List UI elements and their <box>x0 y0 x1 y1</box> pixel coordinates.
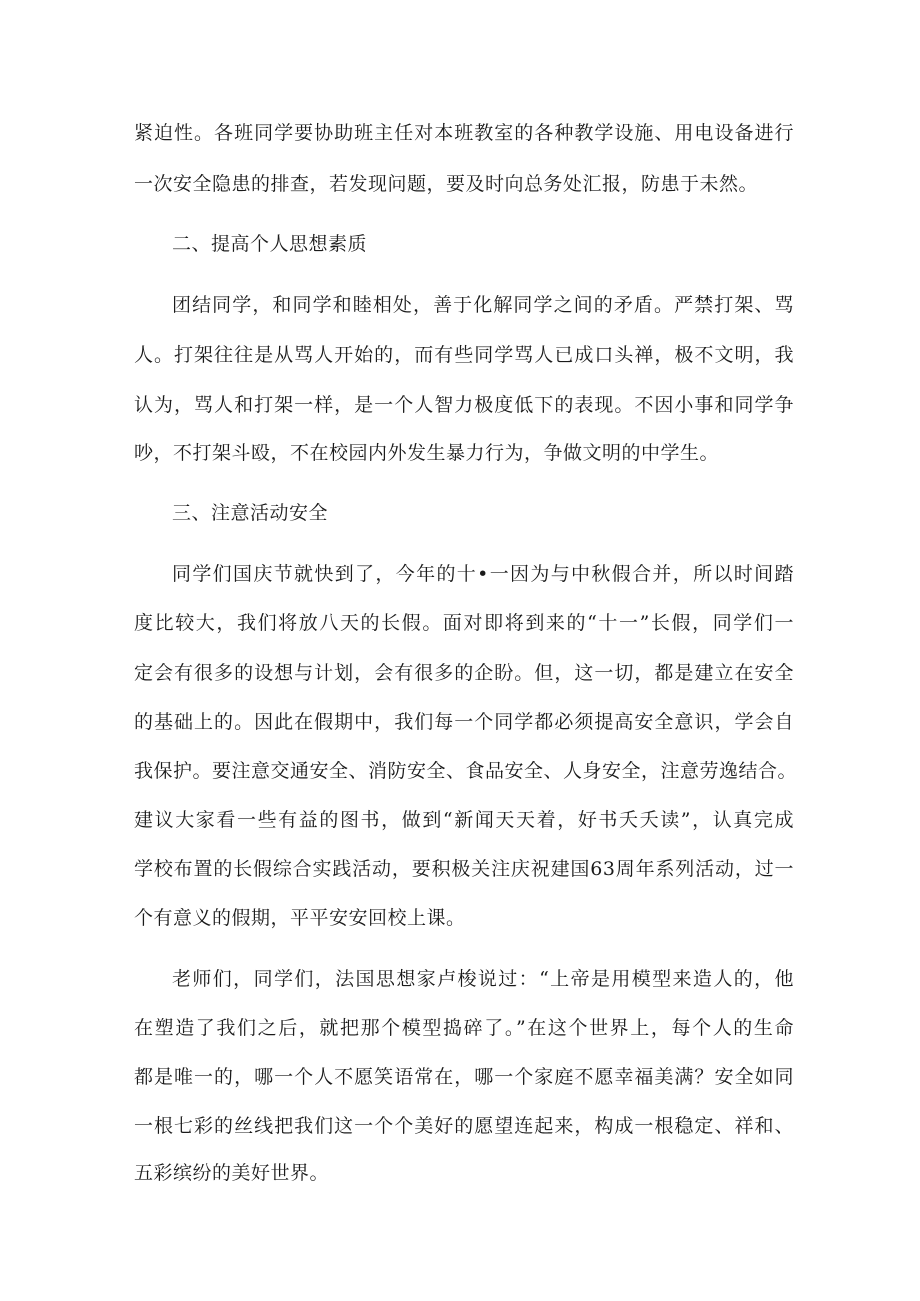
paragraph-3-line-1: 同学们国庆节就快到了，今年的十•一因为与中秋假合并，所以时间踏 <box>172 563 794 585</box>
paragraph-4-line-5: 五彩缤纷的美好世界。 <box>134 1162 330 1184</box>
paragraph-1-line-1: 紧迫性。各班同学要协助班主任对本班教室的各种教学设施、用电设备进行 <box>134 122 794 144</box>
paragraph-2-line-3: 认为，骂人和打架一样，是一个人智力极度低下的表现。不因小事和同学争 <box>134 394 794 416</box>
paragraph-3-line-4: 的基础上的。因此在假期中，我们每一个同学都必须提高安全意识，学会自 <box>134 711 794 733</box>
paragraph-4-line-1: 老师们，同学们，法国思想家卢梭说过：“上帝是用模型来造人的，他 <box>172 968 794 990</box>
paragraph-3-line-6: 建议大家看一些有益的图书，做到“新闻天天着，好书夭夭读”，认真完成 <box>134 809 794 831</box>
paragraph-4-line-3: 都是唯一的，哪一个人不愿笑语常在，哪一个家庭不愿幸福美满？安全如同 <box>134 1066 794 1088</box>
paragraph-3-line-3: 定会有很多的设想与计划，会有很多的企盼。但，这一切，都是建立在安全 <box>134 662 794 684</box>
paragraph-3-line-7: 学校布置的长假综合实践活动，要积极关注庆祝建国63周年系列活动，过一 <box>134 858 794 880</box>
paragraph-2-line-1: 团结同学，和同学和睦相处，善于化解同学之间的矛盾。严禁打架、骂 <box>172 294 794 316</box>
paragraph-3-line-2: 度比较大，我们将放八天的长假。面对即将到来的“十一”长假，同学们一 <box>134 612 794 634</box>
paragraph-2-line-2: 人。打架往往是从骂人开始的，而有些同学骂人已成口头禅，极不文明，我 <box>134 344 794 366</box>
paragraph-2-line-4: 吵，不打架斗殴，不在校园内外发生暴力行为，争做文明的中学生。 <box>134 442 720 464</box>
section-heading-2: 二、提高个人思想素质 <box>172 233 368 255</box>
paragraph-4-line-2: 在塑造了我们之后，就把那个模型捣碎了。”在这个世界上，每个人的生命 <box>134 1017 794 1039</box>
section-heading-3: 三、注意活动安全 <box>172 502 329 524</box>
paragraph-1-line-2: 一次安全隐患的排查，若发现问题，要及时向总务处汇报，防患于未然。 <box>134 173 759 195</box>
paragraph-3-line-5: 我保护。要注意交通安全、消防安全、食品安全、人身安全，注意劳逸结合。 <box>134 760 798 782</box>
paragraph-4-line-4: 一根七彩的丝线把我们这一个个美好的愿望连起来，构成一根稳定、祥和、 <box>134 1115 794 1137</box>
paragraph-3-line-8: 个有意义的假期，平平安安回校上课。 <box>134 907 466 929</box>
